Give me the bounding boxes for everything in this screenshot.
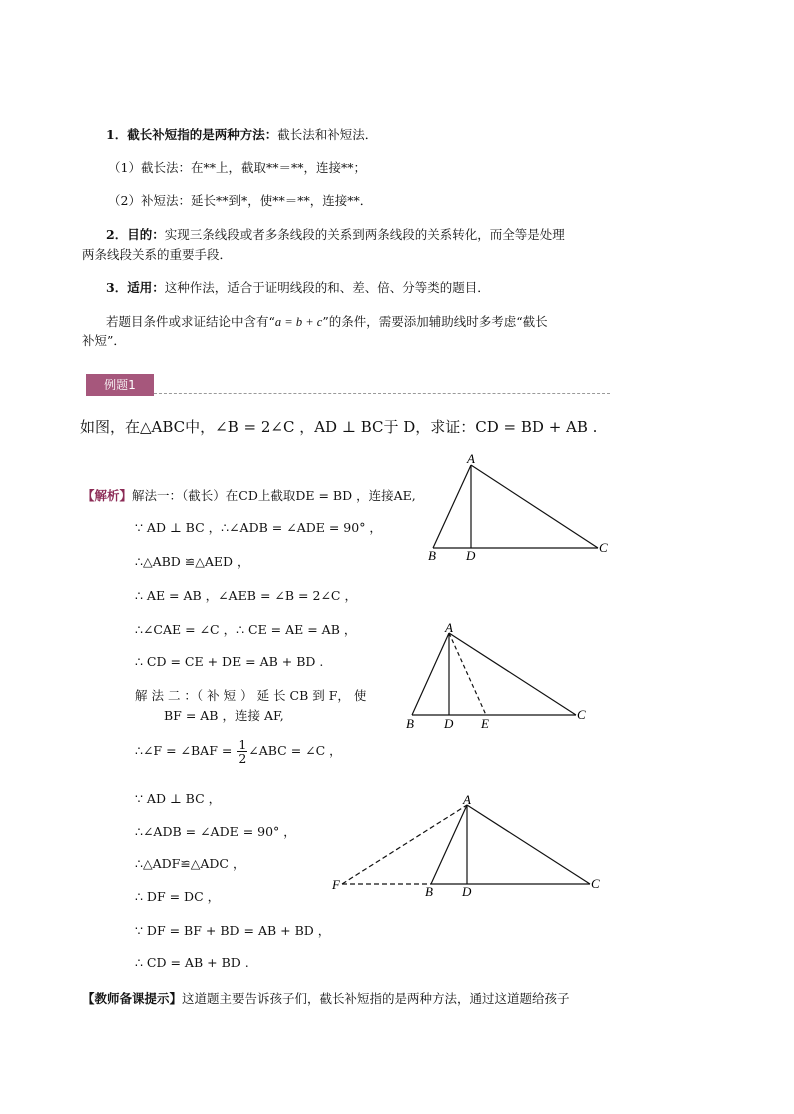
- solution-line-8: BF = AB ，连接 AF,: [164, 708, 284, 723]
- solution-line-5: ∴∠CAE = ∠C ，∴ CE = AE = AB ，: [135, 622, 357, 637]
- intro-point-1: [106, 125, 377, 143]
- fig2-label-a: A: [445, 620, 453, 635]
- fig1-side-ab: [433, 465, 471, 548]
- fig1-label-a: A: [467, 451, 475, 466]
- solution-line-9-left: ∴∠F = ∠BAF =: [135, 743, 237, 759]
- fig1-side-ac: [471, 465, 598, 548]
- solution-line-10: ∵ AD ⊥ BC ，: [135, 791, 222, 806]
- solution-line-6: ∴ CD = CE + DE = AB + BD .: [135, 654, 324, 669]
- figure-2-triangle: [400, 618, 600, 733]
- fig3-label-c: C: [591, 876, 600, 891]
- example-divider: [154, 393, 610, 394]
- fig3-dashed-af: [342, 805, 467, 884]
- solution-line-14: ∵ DF = BF + BD = AB + BD ，: [135, 923, 331, 938]
- solution-line-15: ∴ CD = AB + BD .: [135, 955, 249, 970]
- fig3-label-f: F: [332, 877, 340, 892]
- fig2-side-ab: [412, 633, 449, 715]
- intro-point-2: [106, 225, 565, 243]
- figure-1-triangle: [420, 448, 620, 568]
- intro-point-2-heading: 2．目的：: [106, 227, 165, 242]
- solution-line-9: [135, 738, 342, 765]
- solution-line-2: ∵ AD ⊥ BC ，∴∠ADB = ∠ADE = 90° ，: [135, 520, 382, 535]
- solution-line-12: ∴△ADF≌△ADC ，: [135, 856, 246, 871]
- intro-note-part-b: ”的条件，需要添加辅助线时多考虑“截长: [322, 314, 548, 329]
- teacher-note-text: 这道题主要告诉孩子们，截长补短指的是两种方法，通过这道题给孩子: [182, 991, 570, 1006]
- intro-point-1a: （1）截长法：在**上，截取**＝**，连接**；: [108, 160, 366, 175]
- figure-3-triangle: [330, 790, 610, 900]
- solution-line-4: ∴ AE = AB ，∠AEB = ∠B = 2∠C ，: [135, 588, 357, 603]
- fraction-denominator: 2: [238, 751, 247, 767]
- fig1-label-c: C: [599, 540, 608, 555]
- fig3-side-ac: [467, 805, 590, 884]
- solution-line-3: ∴△ABD ≌△AED ，: [135, 554, 250, 569]
- intro-point-2-text: 实现三条线段或者多条线段的关系到两条线段的关系转化，而全等是处理: [164, 227, 565, 242]
- solution-line-9-right: ∠ABC = ∠C ，: [248, 743, 342, 759]
- fig3-side-ab: [431, 805, 467, 884]
- fraction-half: [237, 738, 247, 765]
- intro-note-formula: a = b + c: [274, 315, 323, 329]
- intro-point-2-continued: 两条线段关系的重要手段．: [82, 247, 233, 262]
- intro-point-3: [106, 278, 490, 296]
- example-tab: 例题1: [86, 374, 154, 396]
- teacher-note-tag: 【教师备课提示】: [82, 991, 183, 1006]
- intro-note-part-a: 若题目条件或求证结论中含有“: [106, 314, 275, 329]
- fig3-label-d: D: [462, 884, 472, 899]
- fig2-label-c: C: [577, 707, 586, 722]
- solution-line-11: ∴∠ADB = ∠ADE = 90° ，: [135, 824, 296, 839]
- intro-note-continued: 补短”．: [82, 333, 126, 348]
- solution-line-1: [82, 486, 416, 504]
- intro-point-1-text: 截长法和补短法．: [277, 127, 378, 142]
- fig2-label-b: B: [406, 716, 414, 731]
- fig3-label-a: A: [463, 792, 471, 807]
- teacher-note: [82, 989, 570, 1007]
- solution-method-1: 解法一：（截长）在CD上截取DE = BD ，连接AE,: [132, 488, 416, 503]
- fig1-label-b: B: [428, 548, 436, 563]
- intro-point-1b: （2）补短法：延长**到*，使**＝**，连接**．: [108, 193, 373, 208]
- solution-line-13: ∴ DF = DC ，: [135, 889, 221, 904]
- fig1-label-d: D: [466, 548, 476, 563]
- intro-point-1-heading: 1．截长补短指的是两种方法：: [106, 127, 278, 142]
- fig2-label-d: D: [444, 716, 454, 731]
- solution-tag: 【解析】: [82, 488, 133, 503]
- solution-line-7: 解 法 二 ：（ 补 短 ） 延 长 CB 到 F， 使: [135, 688, 367, 703]
- intro-note: [106, 312, 548, 330]
- intro-point-3-text: 这种作法，适合于证明线段的和、差、倍、分等类的题目．: [164, 280, 490, 295]
- fraction-numerator: 1: [238, 737, 247, 752]
- fig2-label-e: E: [481, 716, 489, 731]
- example-problem: 如图，在△ABC中，∠B = 2∠C ，AD ⊥ BC于 D，求证：CD = BD + AB .: [80, 418, 598, 436]
- intro-point-3-heading: 3．适用：: [106, 280, 165, 295]
- fig3-label-b: B: [425, 884, 433, 899]
